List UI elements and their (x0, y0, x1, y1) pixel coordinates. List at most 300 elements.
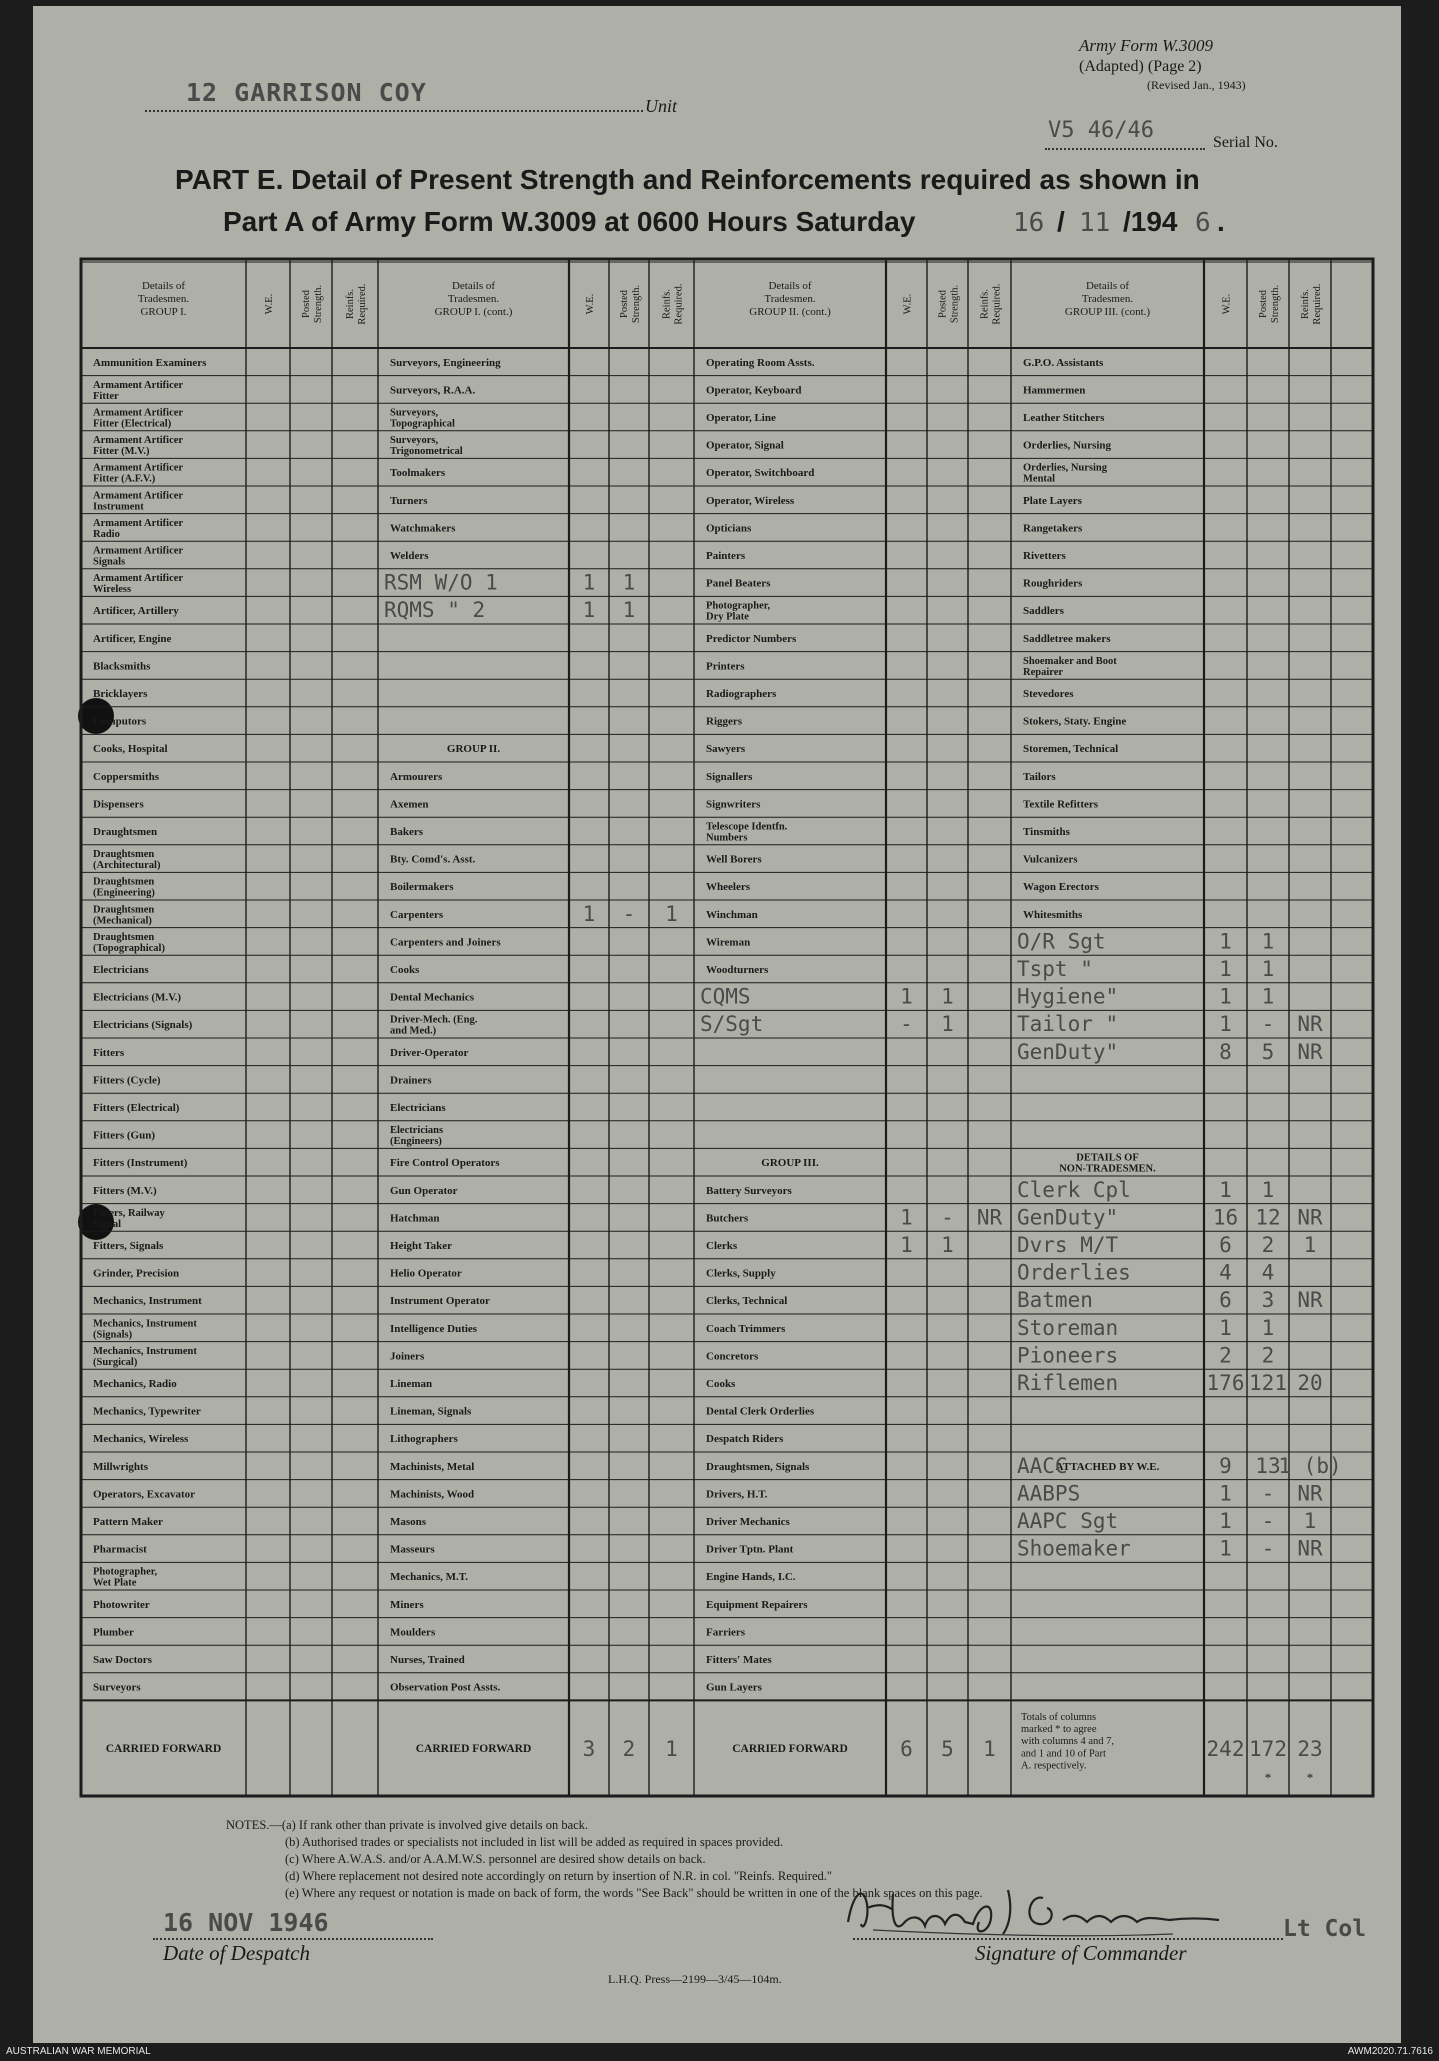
trade-label: Gun Operator (390, 1184, 458, 1197)
typed-entry-name: Pioneers (1017, 1343, 1119, 1368)
form-number: Army Form W.3009 (1079, 36, 1213, 55)
trade-label: Axemen (390, 798, 429, 811)
column-header-label: W.E. (902, 293, 914, 315)
carried-forward-we: 3 (582, 1737, 596, 1762)
column-header-posted (1258, 285, 1281, 323)
column-header-reinf (662, 283, 685, 324)
trade-label: Instrument Operator (390, 1295, 490, 1308)
typed-entry-we: 2 (1219, 1343, 1232, 1368)
trade-label: Plate Layers (1023, 494, 1082, 507)
trade-label: Gun Layers (706, 1681, 762, 1694)
trade-label: Shoemaker and Boot Repairer (1023, 655, 1117, 678)
column-header-label: Reinfs.Required. (661, 283, 685, 325)
trade-label: Fitters (93, 1046, 125, 1059)
trade-label: Electricians (Engineers) (390, 1125, 444, 1148)
trade-label: Mechanics, Typewriter (93, 1405, 201, 1418)
trade-label: Dispensers (93, 798, 144, 811)
typed-entry-name: Shoemaker (1017, 1536, 1131, 1561)
column-header-label: W.E. (1221, 293, 1233, 315)
trade-label: Surveyors (93, 1681, 141, 1694)
despatch-label: Date of Despatch (163, 1941, 310, 1965)
trade-label: Vulcanizers (1023, 853, 1078, 866)
trade-label: Panel Beaters (706, 577, 771, 590)
trade-label: Saddletree makers (1023, 632, 1111, 645)
trade-label: Lineman, Signals (390, 1405, 472, 1418)
trade-label: Photographer, Dry Plate (706, 600, 771, 623)
typed-entry-reinf: NR (1297, 1039, 1323, 1064)
trade-label: Lithographers (390, 1433, 458, 1446)
trade-label: Armament Artificer Fitter (93, 379, 184, 402)
trade-label: Fitters (Gun) (93, 1129, 156, 1142)
typed-entry-name: Dvrs M/T (1017, 1233, 1119, 1257)
typed-entry-name: S/Sgt (700, 1012, 764, 1037)
typed-entry-name: GenDuty" (1017, 1205, 1119, 1230)
trade-label: Masons (390, 1516, 427, 1528)
trade-label: Drainers (390, 1074, 432, 1087)
title-line-1: PART E. Detail of Present Strength and Reinforcements required as shown in (175, 164, 1200, 195)
signature-scribble (833, 1874, 1283, 1944)
typed-entry-we: 1 (1219, 1509, 1232, 1533)
column-header-reinf (1300, 283, 1323, 324)
typed-entry-we: 1 (900, 1233, 913, 1257)
date-year: /194 (1123, 206, 1178, 237)
trade-label: Bricklayers (93, 688, 148, 700)
commander-signature (833, 1874, 1283, 1944)
trade-label: ATTACHED BY W.E. (1055, 1460, 1160, 1473)
trade-label: Mechanics, Instrument (93, 1295, 202, 1308)
trade-label: Electricians (Signals) (93, 1019, 193, 1032)
typed-entry-reinf: 1 (665, 901, 678, 926)
trade-label: Whitesmiths (1023, 908, 1083, 921)
typed-entry-name: CQMS (700, 984, 751, 1009)
trade-label: Observation Post Assts. (390, 1681, 501, 1694)
typed-entry-we: 8 (1219, 1039, 1232, 1064)
typed-entry-posted: 1 (1261, 929, 1275, 954)
trade-label: Coach Trimmers (706, 1322, 786, 1335)
typed-entry-we: 1 (582, 598, 596, 623)
typed-entry-name: AABPS (1017, 1481, 1081, 1506)
trade-label: Armament Artificer Wireless (93, 573, 184, 596)
trade-label: Dental Mechanics (390, 991, 475, 1004)
trade-label: Driver Mechanics (706, 1516, 790, 1528)
typed-entry-name: Clerk Cpl (1017, 1177, 1131, 1202)
column-header-label: PostedStrength. (937, 284, 961, 324)
typed-entry-posted: - (1261, 1481, 1275, 1506)
typed-entry-reinf: NR (1297, 1205, 1323, 1230)
column-header-label: W.E. (264, 293, 275, 315)
typed-entry-we: 1 (1219, 1012, 1232, 1037)
typed-entry-name: Batmen (1017, 1288, 1093, 1313)
trade-label: Boilermakers (390, 881, 454, 894)
trade-label: Sawyers (706, 743, 746, 756)
trade-label: Rangetakers (1023, 522, 1083, 535)
trade-label: Driver-Operator (390, 1046, 469, 1059)
typed-entry-posted: 1 (1261, 1177, 1275, 1202)
trade-label: Saw Doctors (93, 1654, 152, 1666)
typed-entry-posted: 1 (941, 984, 954, 1009)
trade-label: Artificer, Engine (93, 632, 172, 645)
typed-entry-we: 1 (1219, 984, 1232, 1009)
typed-entry-posted: 2 (1261, 1343, 1275, 1368)
typed-entry-posted: 1 (622, 570, 636, 595)
column-header-label: PostedStrength. (619, 284, 642, 324)
trade-label: Clerks (706, 1240, 738, 1252)
typed-entry-posted: 13 (1255, 1453, 1281, 1478)
typed-entry-posted: - (1261, 1509, 1275, 1533)
typed-entry-we: 1 (582, 901, 596, 926)
column-header-we (264, 294, 275, 315)
carried-forward-posted: 2 (622, 1737, 636, 1762)
column-header-we (585, 294, 596, 315)
trade-label: Operating Room Assts. (706, 356, 815, 369)
trade-label: Drivers, H.T. (706, 1488, 768, 1501)
trade-label: Fitters (Instrument) (93, 1157, 188, 1170)
trade-label: Lineman (390, 1378, 433, 1390)
trade-label: Mechanics, Wireless (93, 1433, 189, 1446)
trade-label: Welders (390, 550, 429, 562)
typed-entry-posted: - (1261, 1012, 1275, 1037)
typed-entry-name: Hygiene" (1017, 984, 1119, 1009)
trade-label: Mechanics, M.T. (390, 1571, 469, 1584)
trade-label: Surveyors, Topographical (390, 407, 455, 430)
trade-label: Operator, Switchboard (706, 467, 815, 480)
date-sep: / (1057, 206, 1065, 237)
strength-table (33, 6, 1401, 2043)
trade-label: Clerks, Technical (706, 1295, 788, 1308)
trade-label: Operator, Keyboard (706, 384, 802, 397)
trade-label: Orderlies, Nursing (1023, 439, 1111, 452)
trade-label: Wireman (706, 936, 751, 949)
carried-forward-reinf: 1 (983, 1737, 996, 1762)
trade-label: Watchmakers (390, 522, 456, 535)
column-header-posted (619, 285, 642, 323)
typed-entry-we: 1 (582, 570, 596, 595)
typed-entry-reinf: NR (1297, 1481, 1323, 1506)
trade-label: Tinsmiths (1023, 826, 1070, 838)
typed-entry-reinf: 1 (b) (1278, 1453, 1342, 1478)
trade-label: Wagon Erectors (1023, 881, 1099, 894)
typed-entry-we: 1 (1219, 1481, 1232, 1506)
trade-label: Draughtsmen (Topographical) (93, 931, 165, 954)
trade-label: Draughtsmen (Mechanical) (93, 904, 155, 927)
trade-label: Photowriter (93, 1598, 150, 1611)
trade-label: Toolmakers (390, 467, 446, 480)
trade-label: Coppersmiths (93, 770, 160, 783)
trade-label: Intelligence Duties (390, 1322, 478, 1335)
note-b: (b) Authorised trades or specialists not included in list will be added as required in spaces provided. (285, 1835, 784, 1849)
trade-label: Armourers (390, 770, 443, 783)
unit-label: Unit (645, 96, 678, 116)
trade-label: Engine Hands, I.C. (706, 1571, 796, 1584)
typed-entry-posted: 1 (941, 1233, 954, 1257)
typed-entry-name: RQMS " 2 (384, 598, 486, 623)
typed-entry-we: 176 (1206, 1371, 1245, 1395)
trade-label: Photographer, Wet Plate (93, 1566, 158, 1589)
typed-entry-posted: 121 (1249, 1371, 1287, 1395)
trade-label: Turners (390, 494, 428, 507)
column-header-group: Details of Tradesmen. GROUP III. (cont.) (1064, 279, 1151, 319)
typed-entry-name: Riflemen (1017, 1371, 1119, 1395)
trade-label: GROUP III. (761, 1157, 819, 1170)
trade-label: Electricians (93, 964, 149, 976)
column-header-label: Reinfs.Required. (1300, 283, 1323, 325)
column-header-group: Details of Tradesmen. GROUP I. (cont.) (434, 279, 513, 319)
carried-forward-posted: 5 (941, 1737, 954, 1762)
trade-label: Carpenters (390, 908, 444, 921)
typed-entry-reinf: NR (1297, 1536, 1323, 1561)
typed-entry-we: 6 (1219, 1288, 1232, 1313)
typed-entry-we: 16 (1212, 1205, 1239, 1230)
typed-entry-name: Tspt " (1017, 957, 1093, 981)
trade-label: Operators, Excavator (93, 1488, 196, 1501)
note-e: (e) Where any request or notation is made on back of form, the words "See Back" should be written in one of the blank spaces on this page. (285, 1886, 983, 1900)
typed-entry-we: 1 (1219, 1315, 1232, 1340)
typed-entry-name: Orderlies (1017, 1260, 1131, 1285)
trade-label: Rivetters (1023, 550, 1066, 562)
trade-label: Opticians (706, 522, 752, 535)
typed-entry-posted: 4 (1261, 1260, 1275, 1285)
trade-label: Surveyors, Trigonometrical (390, 435, 463, 458)
typed-entry-we: 1 (1219, 957, 1232, 981)
typed-entry-posted: 12 (1255, 1205, 1281, 1230)
trade-label: Armament Artificer Fitter (A.F.V.) (93, 462, 184, 485)
trade-label: Stokers, Staty. Engine (1023, 715, 1127, 728)
typed-entry-we: 6 (1219, 1233, 1232, 1257)
carried-forward-label: CARRIED FORWARD (415, 1743, 532, 1756)
trade-label: Machinists, Metal (390, 1460, 475, 1473)
totals-note: Totals of columns marked * to agree with columns 4 and 7, and 1 and 10 of Part A. respectively. (1021, 1712, 1115, 1772)
date-end: . (1217, 206, 1225, 237)
column-header-group: Details of Tradesmen. GROUP II. (cont.) (749, 279, 831, 319)
column-header-label: Reinfs.Required. (345, 283, 368, 325)
trade-label: Storemen, Technical (1023, 743, 1119, 756)
trade-label: Fitters (Electrical) (93, 1102, 180, 1114)
despatch-date: 16 NOV 1946 (163, 1908, 329, 1937)
typed-entry-name: AAPC Sgt (1017, 1509, 1119, 1533)
trade-label: Bakers (390, 826, 423, 838)
trade-label: G.P.O. Assistants (1023, 356, 1104, 369)
trade-label: Farriers (706, 1626, 746, 1639)
trade-label: Electricians (M.V.) (93, 991, 182, 1004)
trade-label: Concretors (706, 1350, 759, 1363)
date-year-digit: 6 (1195, 208, 1211, 238)
trade-label: Cooks (390, 964, 420, 976)
printer-imprint: L.H.Q. Press—2199—3/45—104m. (608, 1972, 782, 1986)
trade-label: Cooks (706, 1378, 736, 1390)
form-adapted: (Adapted) (Page 2) (1079, 58, 1202, 75)
column-header-we (903, 294, 914, 315)
typed-entry-we: 1 (1219, 1177, 1232, 1202)
trade-label: Blacksmiths (93, 660, 151, 673)
trade-label: Driver-Mech. (Eng. and Med.) (390, 1014, 478, 1037)
typed-entry-name: AACC (1017, 1453, 1068, 1478)
trade-label: Armament Artificer Instrument (93, 490, 184, 513)
trade-label: Fitters (M.V.) (93, 1184, 157, 1197)
trade-label: Saddlers (1023, 605, 1064, 618)
trade-label: Telescope Identfn. Numbers (706, 821, 788, 844)
trade-label: Fitters (Cycle) (93, 1074, 161, 1087)
trade-label: Radiographers (706, 688, 777, 700)
trade-label: Masseurs (390, 1543, 435, 1556)
typed-entry-posted: - (622, 901, 636, 926)
trade-label: Ammunition Examiners (93, 356, 207, 369)
typed-entry-posted: 1 (1261, 984, 1275, 1009)
trade-label: Signwriters (706, 798, 761, 811)
trade-label: Armament Artificer Signals (93, 545, 184, 568)
trade-label: Mechanics, Instrument (Surgical) (93, 1345, 197, 1368)
typed-entry-name: GenDuty" (1017, 1039, 1119, 1064)
trade-label: Surveyors, Engineering (390, 356, 501, 369)
trade-label: Joiners (390, 1350, 425, 1363)
trade-label: Orderlies, Nursing Mental (1023, 462, 1107, 485)
trade-label: Battery Surveyors (706, 1184, 792, 1197)
column-header-posted (938, 285, 961, 323)
typed-entry-reinf: 1 (1303, 1233, 1317, 1257)
trade-label: Draughtsmen (Architectural) (93, 849, 161, 872)
column-header-label: PostedStrength. (301, 284, 324, 324)
typed-entry-posted: 1 (622, 598, 636, 623)
typed-entry-we: 1 (1219, 929, 1232, 954)
trade-label: Textile Refitters (1023, 798, 1099, 811)
trade-label: Fitters, Signals (93, 1240, 164, 1252)
column-header-reinf (345, 283, 368, 324)
trade-label: Moulders (390, 1626, 436, 1639)
trade-label: Draughtsmen, Signals (706, 1460, 810, 1473)
trade-label: Armament Artificer Fitter (M.V.) (93, 435, 184, 458)
trade-label: Mechanics, Instrument (Signals) (93, 1318, 197, 1341)
trade-label: Fitters' Mates (706, 1654, 772, 1666)
note-c: (c) Where A.W.A.S. and/or A.A.M.W.S. personnel are desired show details on back. (285, 1852, 706, 1866)
archive-reference: AWM2020.71.7616 (1347, 2046, 1433, 2057)
column-header-label: W.E. (585, 293, 596, 315)
note-d: (d) Where replacement not desired note accordingly on return by insertion of N.R. in col. "Reinfs. Required." (285, 1869, 832, 1883)
totals-star: * (1264, 1770, 1272, 1786)
unit-name: 12 GARRISON COY (186, 78, 427, 107)
typed-entry-we: 4 (1219, 1260, 1232, 1285)
trade-label: Roughriders (1023, 577, 1083, 590)
typed-entry-posted: 5 (1261, 1039, 1275, 1064)
column-header-we (1222, 294, 1233, 315)
despatch-underline (153, 1938, 433, 1940)
carried-forward-we: 242 (1206, 1737, 1245, 1762)
column-header-label: PostedStrength. (1258, 284, 1281, 324)
date-month: 11 (1079, 208, 1111, 238)
title-line-2: Part A of Army Form W.3009 at 0600 Hours Saturday (223, 206, 916, 237)
trade-label: Fire Control Operators (390, 1157, 500, 1170)
typed-entry-reinf: 20 (1297, 1371, 1323, 1395)
note-a: NOTES.—(a) If rank other than private is involved give details on back. (226, 1818, 589, 1832)
carried-forward-label: CARRIED FORWARD (732, 1743, 848, 1756)
trade-label: Hammermen (1023, 384, 1086, 397)
trade-label: Bty. Comd's. Asst. (390, 853, 476, 866)
trade-label: Winchman (706, 908, 758, 921)
carried-forward-we: 6 (900, 1737, 913, 1762)
trade-label: Well Borers (706, 853, 762, 866)
trade-label: Dental Clerk Orderlies (706, 1405, 815, 1418)
typed-entry-we: 1 (900, 984, 913, 1009)
trade-label: Stevedores (1023, 688, 1074, 700)
carried-forward-posted: 172 (1249, 1737, 1287, 1762)
trade-label: Operator, Signal (706, 439, 784, 452)
typed-entry-posted: - (941, 1205, 954, 1230)
trade-label: Artificer, Artillery (93, 605, 179, 618)
date-day: 16 (1013, 208, 1045, 238)
trade-label: Pharmacist (93, 1543, 147, 1556)
trade-label: Leather Stitchers (1023, 412, 1105, 424)
typed-entry-posted: 1 (1261, 957, 1275, 981)
typed-entry-we: - (900, 1012, 913, 1037)
trade-label: Carpenters and Joiners (390, 936, 501, 949)
trade-label: Equipment Repairers (706, 1598, 808, 1611)
trade-label: Operator, Wireless (706, 494, 795, 507)
typed-entry-we: 1 (900, 1205, 913, 1230)
typed-entry-name: RSM W/O 1 (384, 570, 498, 595)
column-header-posted (301, 285, 324, 323)
trade-label: Printers (706, 660, 745, 673)
column-header-reinf (980, 283, 1003, 324)
trade-label: Despatch Riders (706, 1433, 784, 1446)
typed-entry-name: O/R Sgt (1017, 929, 1106, 954)
trade-label: Helio Operator (390, 1267, 462, 1280)
trade-label: Draughtsmen (Engineering) (93, 876, 155, 899)
trade-label: Woodturners (706, 964, 769, 976)
typed-entry-posted: - (1261, 1536, 1275, 1561)
archive-name: AUSTRALIAN WAR MEMORIAL (6, 2046, 151, 2057)
trade-label: Clerks, Supply (706, 1267, 776, 1280)
trade-label: DETAILS OF NON-TRADESMEN. (1059, 1152, 1156, 1175)
trade-label: Hatchman (390, 1212, 440, 1225)
trade-label: Wheelers (706, 881, 750, 894)
trade-label: Draughtsmen (93, 826, 158, 838)
form-sheet (33, 6, 1401, 2043)
typed-entry-reinf: 1 (1303, 1509, 1317, 1533)
trade-label: GROUP II. (446, 743, 501, 756)
typed-entry-posted: 1 (1261, 1315, 1275, 1340)
trade-label: Miners (390, 1598, 424, 1611)
trade-label: Grinder, Precision (93, 1267, 180, 1280)
typed-entry-reinf: NR (976, 1205, 1003, 1230)
typed-entry-name: Tailor " (1017, 1012, 1119, 1037)
trade-label: Predictor Numbers (706, 632, 797, 645)
trade-label: Cooks, Hospital (93, 743, 168, 756)
typed-entry-we: 9 (1219, 1453, 1232, 1478)
carried-forward-reinf: 23 (1297, 1737, 1323, 1762)
trade-label: Surveyors, R.A.A. (390, 384, 476, 397)
typed-entry-reinf: NR (1297, 1288, 1323, 1313)
trade-label: Tailors (1023, 770, 1056, 783)
archive-bar (0, 2043, 1439, 2061)
trade-label: Armament Artificer Fitter (Electrical) (93, 407, 184, 430)
trade-label: Millwrights (93, 1460, 148, 1473)
serial-label: Serial No. (1213, 134, 1278, 151)
trade-label: Pattern Maker (93, 1516, 163, 1528)
carried-forward-label: CARRIED FORWARD (105, 1743, 222, 1756)
trade-label: Butchers (706, 1212, 749, 1225)
typed-entry-we: 1 (1219, 1536, 1232, 1561)
trade-label: Armament Artificer Radio (93, 517, 184, 540)
trade-label: Signallers (706, 770, 753, 783)
trade-label: Painters (706, 550, 746, 562)
trade-label: Driver Tptn. Plant (706, 1543, 794, 1556)
trade-label: Operator, Line (706, 412, 776, 424)
typed-entry-posted: 2 (1261, 1233, 1275, 1257)
totals-star: * (1306, 1770, 1314, 1786)
signature-label: Signature of Commander (975, 1941, 1187, 1965)
signature-underline (853, 1938, 1283, 1940)
typed-entry-name: Storeman (1017, 1315, 1119, 1340)
typed-entry-posted: 1 (941, 1012, 954, 1037)
trade-label: Nurses, Trained (390, 1654, 465, 1666)
